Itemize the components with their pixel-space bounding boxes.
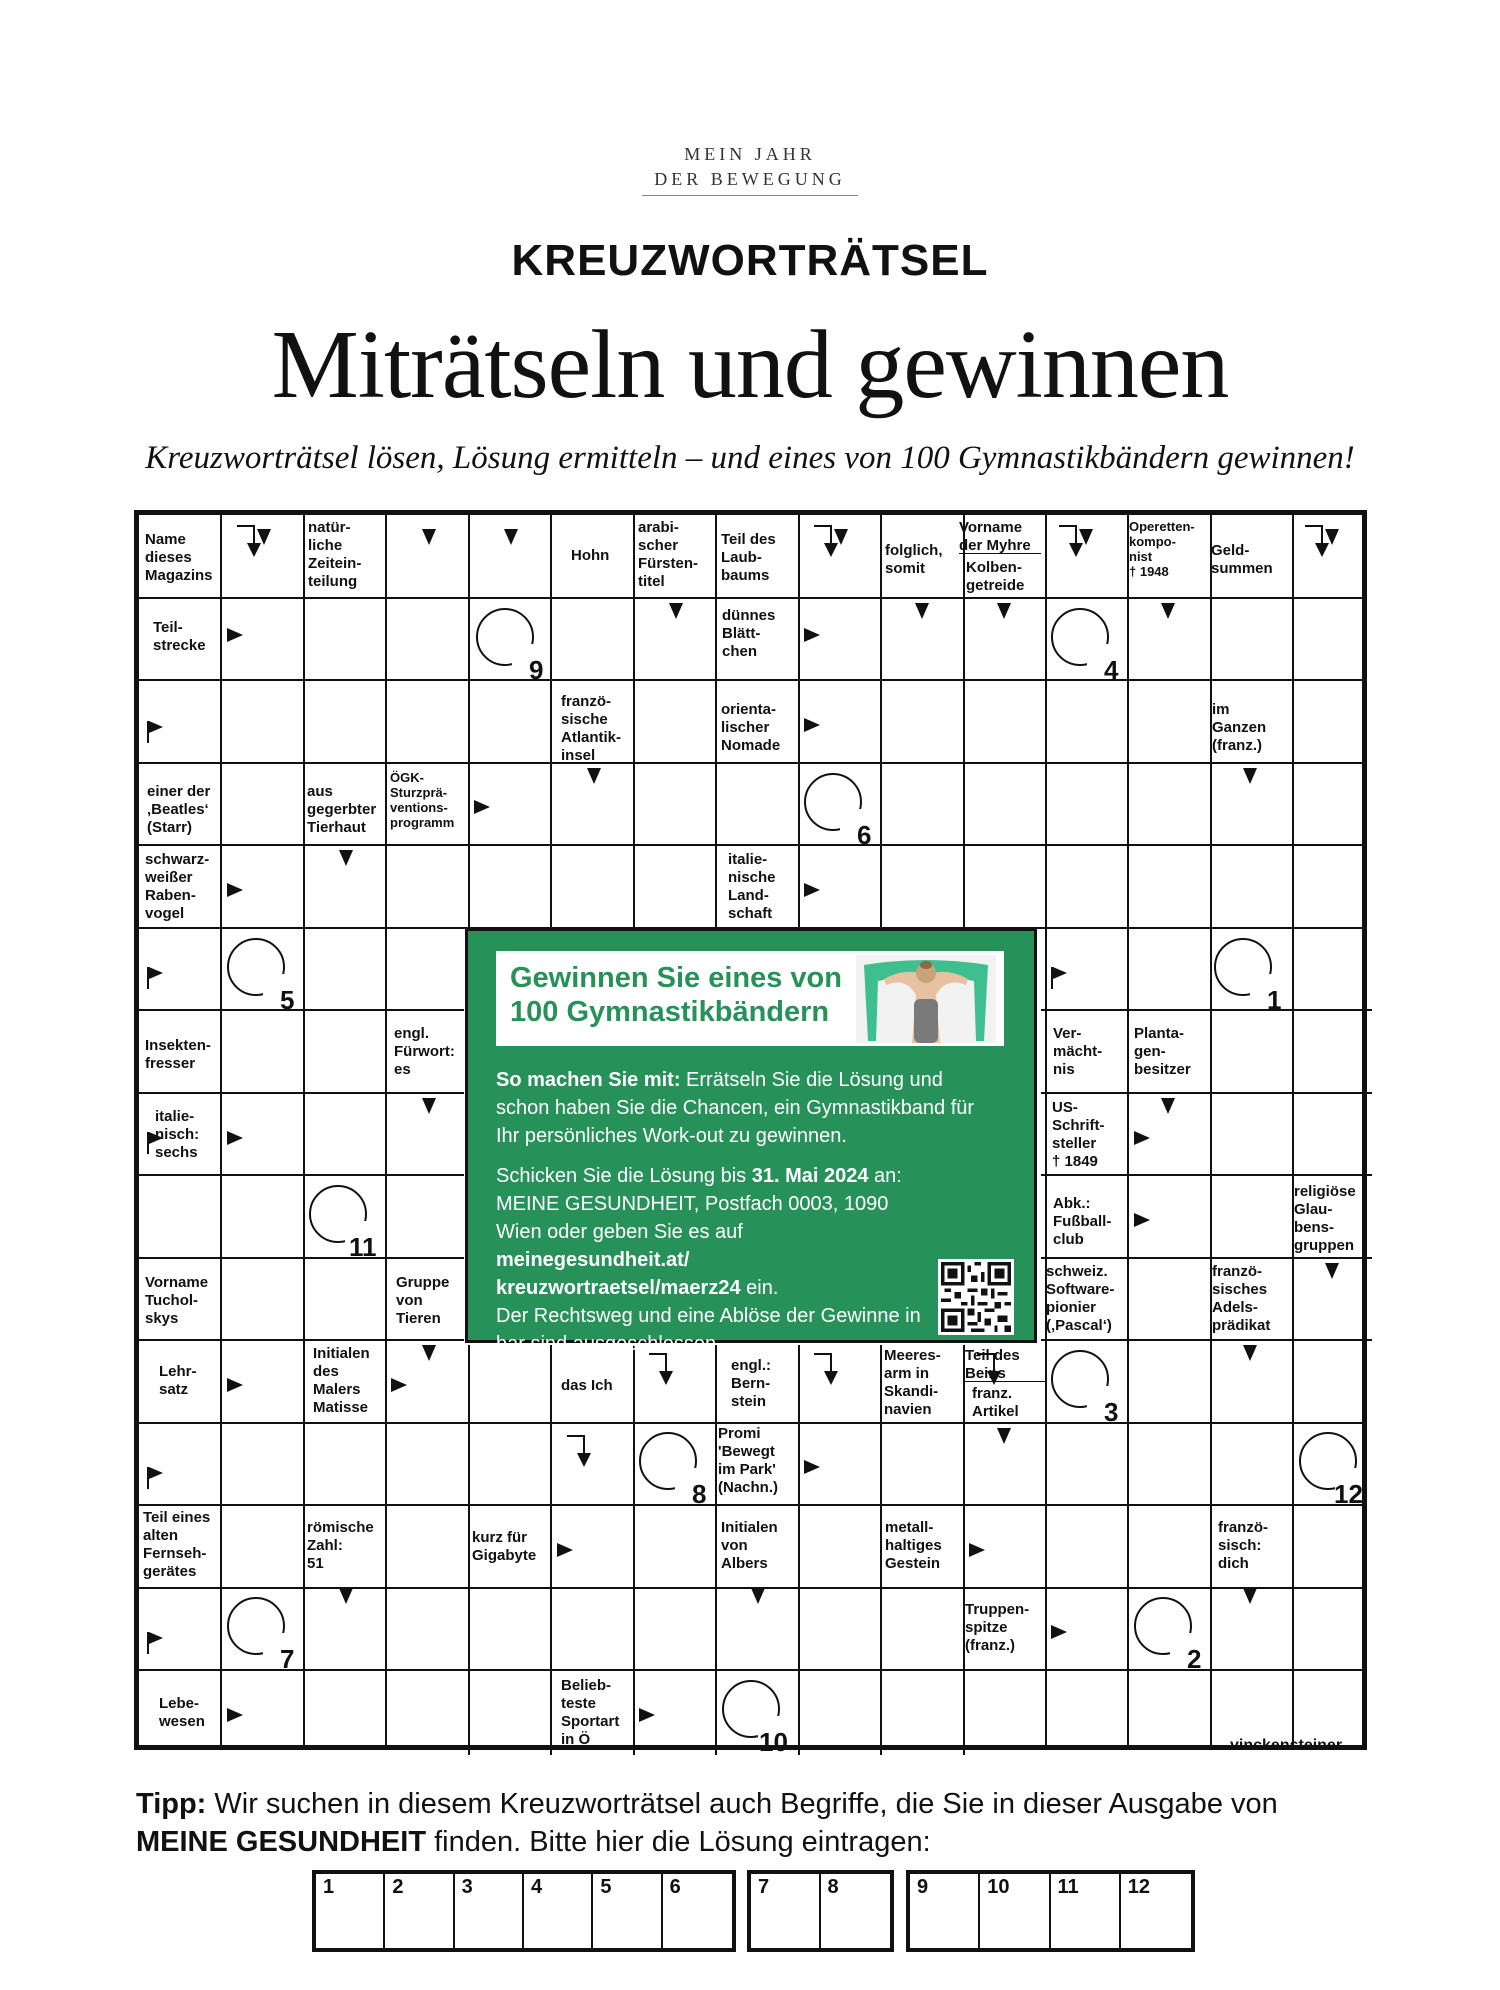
solution-circle <box>639 1432 697 1490</box>
grid-line-vertical <box>1045 515 1047 1745</box>
grid-line-horizontal <box>139 762 1362 764</box>
solution-letter-cell[interactable] <box>1121 1874 1191 1948</box>
solution-cell-number: 11 <box>1057 1876 1079 1898</box>
flag-marker-icon <box>147 1632 149 1654</box>
clue-cell: Teil eines alten Fernseh- gerätes <box>143 1509 211 1580</box>
solution-letter-cell[interactable] <box>593 1874 662 1948</box>
clue-cell: natür- liche Zeitein- teilung <box>308 519 362 590</box>
clue-cell: Vorname Tuchol- skys <box>145 1274 209 1327</box>
promo-title <box>510 961 855 1029</box>
grid-line-vertical <box>963 1345 965 1755</box>
grid-line-vertical <box>798 1345 800 1755</box>
solution-circle <box>1051 608 1109 666</box>
grid-line-horizontal <box>139 1174 464 1176</box>
arrow-right-icon <box>1134 1131 1150 1145</box>
grid-line-vertical <box>880 1345 882 1755</box>
clue-cell: kurz für Gigabyte <box>472 1529 537 1564</box>
arrow-down-icon <box>422 529 436 545</box>
solution-cell-number: 3 <box>461 1876 473 1898</box>
grid-line-horizontal <box>139 1339 464 1341</box>
solution-cell-number: 10 <box>987 1876 1010 1898</box>
promo-url-link[interactable]: meinegesundheit.at/ kreuzwortraetsel/maerz24 <box>496 1249 741 1299</box>
page-headline: Miträtseln und gewinnen <box>271 311 1229 419</box>
arrow-down-icon <box>669 603 683 619</box>
clue-cell: Abk.: Fußball- club <box>1053 1195 1112 1248</box>
clue-cell: Initialen des Malers Matisse <box>313 1345 370 1416</box>
promo-paragraph-1 <box>496 1066 996 1150</box>
clue-cell: US- Schrift- steller † 1849 <box>1052 1099 1105 1170</box>
promo-lead: So machen Sie mit: <box>496 1069 681 1091</box>
solution-cell-number: 12 <box>1127 1876 1150 1898</box>
arrow-right-icon <box>1134 1213 1150 1227</box>
arrow-right-icon <box>227 1378 243 1392</box>
kicker <box>0 142 1500 192</box>
clue-cell: Ver- mächt- nis <box>1053 1025 1103 1078</box>
solution-circle <box>227 938 285 996</box>
clue-cell: Geld- summen <box>1211 542 1273 577</box>
clue-cell: franzö- sische Atlantik- insel <box>561 693 621 764</box>
qr-code-icon[interactable] <box>938 1259 1014 1335</box>
grid-line-horizontal <box>1041 1092 1372 1094</box>
clue-cell: das Ich <box>561 1377 613 1394</box>
arrow-down-icon <box>1161 603 1175 619</box>
solution-number: 7 <box>280 1644 295 1674</box>
tipp-body: Wir suchen in diesem Kreuzworträtsel auch Begriffe, die Sie in dieser Ausgabe von <box>206 1788 1278 1820</box>
solution-cell-number: 4 <box>531 1876 543 1898</box>
arrow-right-down-icon <box>1059 525 1077 545</box>
solution-letter-cell[interactable] <box>1051 1874 1121 1948</box>
arrow-right-icon <box>804 718 820 732</box>
grid-line-horizontal <box>139 1257 464 1259</box>
arrow-right-icon <box>227 1708 243 1722</box>
arrow-down-icon <box>422 1098 436 1114</box>
clue-cell: arabi- scher Fürsten- titel <box>638 519 698 590</box>
clue-cell: im Ganzen (franz.) <box>1212 701 1267 754</box>
solution-cell-number: 2 <box>392 1876 404 1898</box>
arrow-down-icon <box>997 603 1011 619</box>
solution-number: 1 <box>1267 985 1282 1015</box>
solution-number: 2 <box>1187 1644 1202 1674</box>
grid-line-vertical <box>303 515 305 1745</box>
grid-line-vertical <box>550 1345 552 1755</box>
grid-line-horizontal <box>1041 1009 1372 1011</box>
arrow-down-icon <box>1243 1345 1257 1361</box>
arrow-right-icon <box>804 1460 820 1474</box>
solution-cell-number: 9 <box>917 1876 929 1898</box>
solution-circle <box>1134 1597 1192 1655</box>
arrow-down-icon <box>587 768 601 784</box>
page-subline: Kreuzworträtsel lösen, Lösung ermitteln – und eines von 100 Gymnastikbändern gewinnen! <box>145 440 1355 476</box>
solution-group-3 <box>906 1870 1195 1952</box>
tipp-text <box>136 1785 1376 1861</box>
clue-cell: dünnes Blätt- chen <box>722 607 776 660</box>
kicker-rule <box>642 195 858 196</box>
grid-line-vertical <box>220 515 222 1745</box>
solution-letter-cell[interactable] <box>821 1874 891 1948</box>
grid-line-vertical <box>715 1345 717 1755</box>
promo-text: Errätseln Sie die Lösung und schon haben Sie die Chancen, ein Gymnastikband für Ihr persönliches Work-out zu gewinnen. <box>496 1069 975 1147</box>
flag-marker-icon <box>147 1467 149 1489</box>
solution-number: 11 <box>349 1232 377 1262</box>
clue-cell: Meeres- arm in Skandi- navien <box>884 1347 941 1418</box>
solution-circle <box>476 608 534 666</box>
solution-number: 12 <box>1334 1479 1363 1509</box>
promo-text: ein. <box>740 1277 779 1299</box>
solution-group-2 <box>747 1870 894 1952</box>
solution-number: 3 <box>1104 1397 1119 1427</box>
arrow-right-icon <box>557 1543 573 1557</box>
clue-cell: Promi 'Bewegt im Park' (Nachn.) <box>718 1425 778 1496</box>
grid-line-horizontal <box>139 1009 464 1011</box>
solution-letter-cell[interactable] <box>910 1874 980 1948</box>
tipp-body: finden. Bitte hier die Lösung eintragen: <box>426 1826 931 1858</box>
clue-cell: einer der ‚Beatles‘ (Starr) <box>147 783 211 836</box>
clue-cell: Planta- gen- besitzer <box>1134 1025 1191 1078</box>
clue-cell: Hohn <box>571 547 610 564</box>
grid-line-horizontal <box>1041 1339 1372 1341</box>
arrow-right-icon <box>804 883 820 897</box>
solution-number: 6 <box>857 820 872 850</box>
grid-line-vertical <box>633 515 635 933</box>
flag-marker-icon <box>147 967 149 989</box>
grid-line-horizontal <box>139 679 1362 681</box>
solution-group-1 <box>312 1870 736 1952</box>
arrow-down-icon <box>422 1345 436 1361</box>
clue-cell: engl. Fürwort: es <box>394 1025 455 1078</box>
clue-cell: Operetten- kompo- nist † 1948 <box>1129 519 1195 579</box>
arrow-down-icon <box>339 850 353 866</box>
solution-number: 9 <box>529 655 544 685</box>
arrow-right-down-icon <box>1305 525 1323 545</box>
promo-title-line-1: Gewinnen Sie eines von <box>510 962 842 994</box>
grid-line-vertical <box>1210 515 1212 1745</box>
arrow-right-icon <box>391 1378 407 1392</box>
solution-number: 10 <box>759 1727 788 1757</box>
solution-letter-cell[interactable] <box>524 1874 593 1948</box>
clue-cell: Lehr- satz <box>159 1363 197 1398</box>
tipp-label: Tipp: <box>136 1788 207 1820</box>
clue-cell: Teil des Laub- baums <box>721 531 776 584</box>
grid-line-vertical <box>963 515 965 933</box>
solution-number: 4 <box>1104 655 1119 685</box>
arrow-right-icon <box>639 1708 655 1722</box>
clue-cell: aus gegerbter Tierhaut <box>307 783 377 836</box>
grid-line-vertical <box>715 515 717 933</box>
solution-cell-number: 8 <box>827 1876 839 1898</box>
clue-cell: Insekten- fresser <box>145 1037 211 1072</box>
solution-cell-number: 6 <box>669 1876 681 1898</box>
solution-circle <box>1051 1350 1109 1408</box>
solution-cell-number: 7 <box>758 1876 770 1898</box>
arrow-right-icon <box>227 1131 243 1145</box>
solution-circle <box>1214 938 1272 996</box>
kicker-line-2: DER BEWEGUNG <box>654 169 846 189</box>
solution-number: 5 <box>280 985 295 1015</box>
puzzle-credit: vinckensteiner <box>1230 1737 1343 1754</box>
grid-line-vertical <box>385 515 387 1745</box>
clue-cell: franzö- sisch: dich <box>1218 1519 1268 1572</box>
arrow-right-icon <box>804 628 820 642</box>
tipp-brand: MEINE GESUNDHEIT <box>136 1826 427 1858</box>
grid-line-horizontal <box>1041 1257 1372 1259</box>
flag-marker-icon <box>1051 967 1053 989</box>
arrow-down-icon <box>915 603 929 619</box>
solution-letter-cell[interactable] <box>455 1874 524 1948</box>
clue-cell: engl.: Bern- stein <box>731 1357 771 1410</box>
grid-line-horizontal <box>139 1669 1362 1671</box>
grid-line-horizontal <box>1041 1174 1372 1176</box>
promo-text: Schicken Sie die Lösung bis <box>496 1165 752 1187</box>
grid-line-vertical <box>550 515 552 933</box>
arrow-down-icon <box>1243 1588 1257 1604</box>
arrow-right-icon <box>1051 1625 1067 1639</box>
grid-line-vertical <box>798 515 800 933</box>
clue-cell: schwarz- weißer Raben- vogel <box>145 851 210 922</box>
clue-cell: Truppen- spitze (franz.) <box>965 1601 1030 1654</box>
solution-circle <box>227 1597 285 1655</box>
arrow-down-icon <box>1243 768 1257 784</box>
grid-line-vertical <box>468 1345 470 1755</box>
clue-cell: Initialen von Albers <box>721 1519 778 1572</box>
clue-cell: italie- nische Land- schaft <box>728 851 776 922</box>
clue-cell: schweiz. Software- pionier (‚Pascal‘) <box>1046 1263 1115 1334</box>
clue-cell: Kolben- getreide <box>966 559 1025 594</box>
grid-line-horizontal <box>139 597 1362 599</box>
flag-marker-icon <box>147 1132 149 1154</box>
clue-cell: folglich, somit <box>885 542 943 577</box>
solution-letter-cell[interactable] <box>385 1874 454 1948</box>
arrow-down-icon <box>504 529 518 545</box>
solution-letter-cell[interactable] <box>980 1874 1050 1948</box>
solution-letter-cell[interactable] <box>316 1874 385 1948</box>
clue-cell: franz. Artikel <box>972 1385 1019 1420</box>
clue-cell: Teil des Beins <box>965 1347 1020 1382</box>
flag-marker-icon <box>147 721 149 743</box>
clue-cell: Vorname der Myhre <box>959 519 1031 554</box>
arrow-right-icon <box>227 628 243 642</box>
grid-line-vertical <box>880 515 882 933</box>
arrow-right-icon <box>474 800 490 814</box>
clue-cell: ÖGK- Sturzprä- ventions- programm <box>390 770 455 830</box>
clue-cell: orienta- lischer Nomade <box>721 701 781 754</box>
clue-cell: italie- nisch: sechs <box>155 1108 200 1161</box>
arrow-down-icon <box>1161 1098 1175 1114</box>
clue-cell: Name dieses Magazins <box>145 531 213 584</box>
arrow-right-icon <box>969 1543 985 1557</box>
promo-box <box>465 928 1037 1355</box>
grid-line-horizontal <box>139 844 1362 846</box>
clue-cell: Belieb- teste Sportart in Ö <box>561 1677 620 1748</box>
arrow-right-down-icon <box>237 525 255 545</box>
kicker-line-1: MEIN JAHR <box>684 144 816 164</box>
promo-body <box>496 1066 996 1358</box>
grid-line-horizontal <box>139 1504 1362 1506</box>
clue-cell: Lebe- wesen <box>159 1695 205 1730</box>
clue-cell: römische Zahl: 51 <box>307 1519 374 1572</box>
clue-cell: religiöse Glau- bens- gruppen <box>1294 1183 1356 1254</box>
promo-text: an: MEINE GESUNDHEIT, Postfach 0003, 1090 Wien oder geben Sie es auf <box>496 1165 902 1243</box>
promo-paragraph-3: Der Rechtsweg und eine Ablöse der Gewinne in bar sind ausgeschlossen. <box>496 1305 921 1355</box>
grid-line-vertical <box>468 515 470 933</box>
woman-with-exercise-band-image <box>856 955 996 1043</box>
solution-cell-number: 1 <box>323 1876 335 1898</box>
promo-banner <box>496 951 1004 1046</box>
arrow-down-icon <box>339 1588 353 1604</box>
arrow-down-icon <box>751 1588 765 1604</box>
promo-paragraph-2 <box>496 1162 996 1302</box>
grid-line-vertical <box>1292 515 1294 1745</box>
clue-cell: metall- haltiges Gestein <box>885 1519 942 1572</box>
arrow-right-down-icon <box>814 525 832 545</box>
section-title: KREUZWORTRÄTSEL <box>511 236 989 285</box>
clue-cell: Gruppe von Tieren <box>396 1274 450 1327</box>
clue-cell: franzö- sisches Adels- prädikat <box>1212 1263 1271 1334</box>
grid-line-horizontal <box>139 1092 464 1094</box>
solution-letter-cell[interactable] <box>751 1874 821 1948</box>
promo-deadline: 31. Mai 2024 <box>751 1165 869 1187</box>
arrow-down-icon <box>997 1428 1011 1444</box>
solution-number: 8 <box>692 1479 707 1509</box>
arrow-down-icon <box>1325 1263 1339 1279</box>
grid-line-vertical <box>633 1345 635 1755</box>
grid-line-vertical <box>1127 515 1129 1745</box>
solution-letter-cell[interactable] <box>663 1874 732 1948</box>
promo-title-line-2: 100 Gymnastikbändern <box>510 996 830 1028</box>
arrow-right-down-icon <box>567 1435 585 1455</box>
arrow-right-icon <box>227 883 243 897</box>
solution-circle <box>804 773 862 831</box>
clue-cell: Teil- strecke <box>153 619 206 654</box>
solution-cell-number: 5 <box>600 1876 612 1898</box>
grid-line-horizontal <box>139 1422 1362 1424</box>
